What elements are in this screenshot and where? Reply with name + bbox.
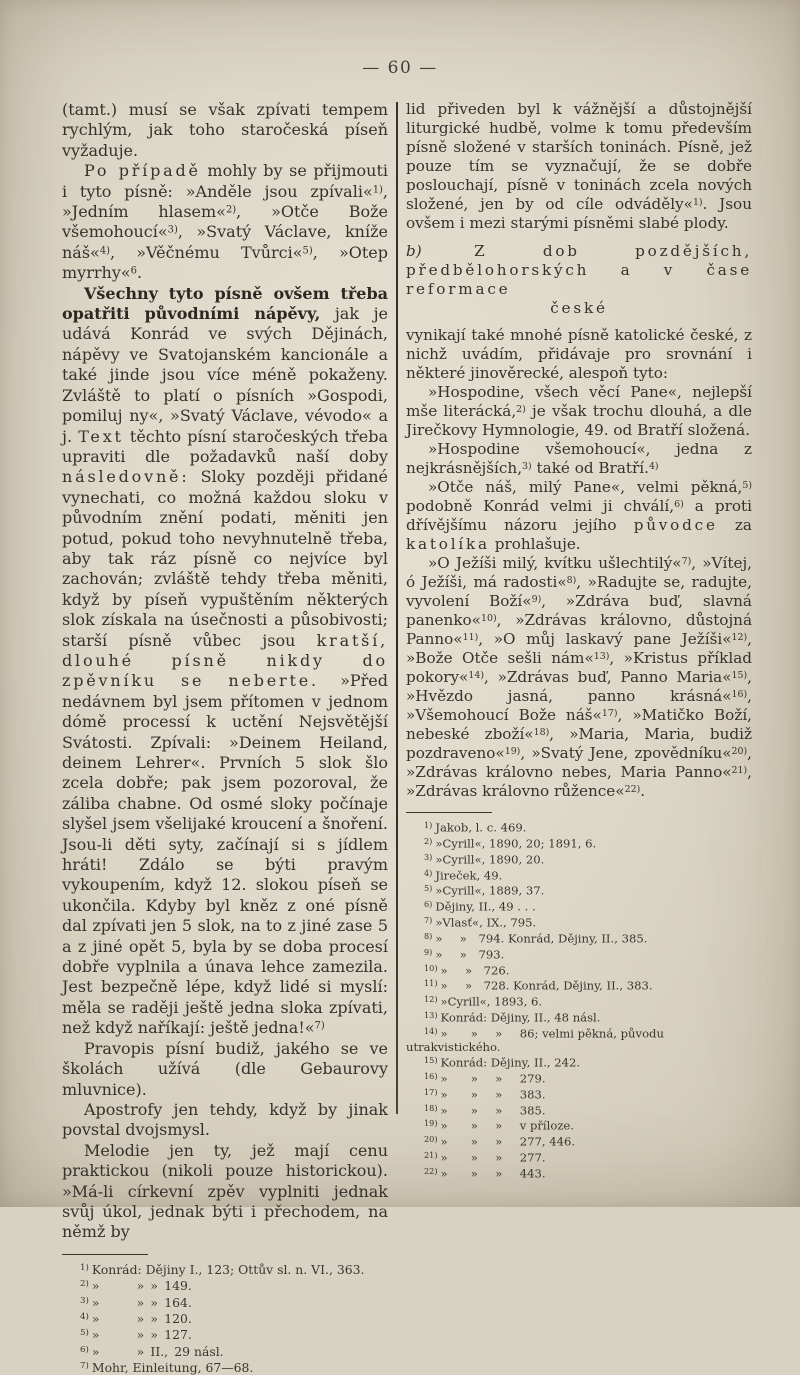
footnote-text: » » » 164. [91,1294,192,1310]
footnote-marker: 16) [424,1070,438,1081]
footnote-text: Konrád: Dějiny, II., 242. [440,1055,581,1070]
footnote-text: Konrád: Dějiny, II., 48 násl. [440,1010,601,1025]
footnote [406,977,752,993]
footnote-reference: 1) [692,196,703,208]
footnote-marker: 4) [80,1311,89,1322]
footnote-reference: 14) [468,669,484,681]
footnote [406,1149,752,1165]
footnote-marker: 14) [424,1025,438,1036]
footnote [406,1086,752,1102]
text-segment: lid přiveden byl k vážnější a důstojnější liturgické hudbě, volme k tomu především písně složené v starších toninách. Písně, jež pouze tím se vyznačují, že se dobře poslouchají, písně v toninách zcela nových složené, jen by od cíle odváděly« [406,100,752,213]
footnote [406,1054,752,1070]
footnote-reference: 17) [601,707,618,719]
paragraph [406,326,752,383]
footnote [406,1009,752,1025]
footnote-reference: 6 [130,265,137,277]
footnote [62,1326,388,1342]
footnote [406,946,752,962]
footnote-reference: 5) [742,479,752,491]
footnote [406,1025,752,1054]
footnote-reference: 10) [480,612,497,624]
footnote-marker: 7) [424,915,433,926]
footnote [62,1310,388,1326]
text-segment: »Otče náš, milý Pane«, velmi pěkná, [428,478,743,496]
text-segment: kratší, dlouhé písně nikdy do zpěvníku se neberte. [62,630,388,691]
text-segment: , »Svatý Václave, kníže náš« [62,222,388,262]
page-number: — 60 — [362,58,438,78]
footnote-marker: 2) [80,1279,89,1290]
footnote-reference: 4) [99,245,111,257]
footnote [62,1343,388,1359]
footnote [406,993,752,1009]
text-segment: katolíka [406,535,490,553]
footnote [406,930,752,946]
footnote-reference: 5) [302,245,313,257]
paragraph [62,161,388,283]
footnote [62,1261,388,1277]
text-segment: je však trochu dlouhá, a dle Jirečkovy Hymnologie, 49. od Bratří složená. [406,402,752,439]
footnote [406,835,752,851]
footnote-reference: 3) [522,460,532,472]
text-segment: , »Vítej, ó Ježíši, má radosti« [406,554,752,591]
footnote-separator [406,812,492,813]
text-columns [62,100,752,1375]
footnote-marker: 12) [424,994,438,1005]
text-segment: , »Zdráva buď, slavná panenko« [406,592,752,629]
footnote-marker: 5) [424,883,433,894]
text-segment: , »Maria, Maria, budiž pozdraveno« [406,725,753,762]
footnote-marker: 4) [424,867,433,878]
footnote-text: » » » 127. [91,1327,192,1343]
text-segment: »Hospodine, všech věcí Pane«, nejlepší mše literácká, [406,383,752,420]
footnote-marker: 21) [424,1150,438,1161]
footnote-reference: 21) [731,764,748,776]
footnote-marker: 8) [424,930,433,941]
paragraph [62,1141,388,1243]
footnote-text: Konrád: Dějiny I., 123; Ottův sl. n. VI., 363. [91,1261,365,1277]
footnote-marker: 2) [424,835,433,846]
footnote-marker: 6) [80,1344,89,1355]
text-segment: za [717,516,752,534]
text-segment: české [550,299,608,317]
footnote-marker: 18) [424,1102,438,1113]
footnote-text: » » II., 29 násl. [91,1343,224,1359]
footnote-reference: 18) [533,726,550,738]
paragraph [62,1039,388,1100]
footnote-marker: 9) [424,946,433,957]
text-segment: , »Kristus příklad pokory« [406,649,753,686]
text-segment: Po případě [84,161,201,181]
text-segment: , »Zdrávas královno nebes, Maria Panno« [406,744,752,781]
footnote-text: »Cyrill«, 1893, 6. [440,994,543,1009]
paragraph [406,440,752,478]
paragraph [406,100,752,233]
footnote [406,882,752,898]
footnote-reference: 15) [731,669,748,681]
footnote-reference: 6) [674,498,684,510]
footnote-marker: 22) [424,1165,438,1176]
text-segment: »Hospodine všemohoucí«, jedna z nejkrásnějších, [406,440,752,477]
paragraph [62,1100,388,1141]
text-segment: a proti dřívějšímu názoru jejího [406,497,752,534]
footnote [406,1133,752,1149]
text-segment: »Před nedávnem byl jsem přítomen v jednom dómě processí k uctění Nejsvětější Svátosti. Zpívali: »Deinem Heiland, deinem Lehrer«. Prvních 5 slok šlo zcela dobře; pak jsem pozoroval, že záliba chabne. Od osmé sloky počínaje slyšel jsem všelijaké kroucení a šnoření. Jsou-li děti syty, začínají si s jídlem hráti! Zdálo se býti pravým vykoupením, když 12. slokou píseň se ukončila. Kdyby byl kněz z oné písně dal zpívati jen 5 slok, na to z jiné zase 5 a z jiné opět 5, byla by se doba procesí dobře vyplnila a únava lehce zamezila. Jest bezpečně lépe, když lidé si myslí: měla se raději ještě jedna sloka zpívati, než když naříkají: ještě jedna!« [62,671,388,1038]
footnote-reference: 22) [624,783,641,795]
text-segment: mohly by se přijmouti i tyto písně: »Anděle jsou zpívali« [62,161,388,201]
footnote [406,1102,752,1118]
text-segment: , »Jedním hlasem« [62,181,388,222]
text-segment: »O Ježíši milý, kvítku ušlechtilý« [428,554,682,572]
footnote-marker: 11) [424,978,438,989]
footnote-reference: 16) [731,688,748,700]
footnote-reference: 7) [314,1020,325,1032]
footnote [406,819,752,835]
text-segment: , »Svatý Jene, zpovědníku« [520,744,732,762]
text-segment: , »Věčnému Tvůrci« [110,242,303,262]
footnote-marker: 17) [424,1086,438,1097]
text-segment: Sloky později přidané vynechati, co možná každou sloku v původním znění podati, měniti jen potud, pokud toho nevyhnutelně třeba, aby tak ráz písně co nejvíce byl zachován; zvláště tehdy třeba měniti, když by píseň vypuštěním některých slok získala na úsečnosti a působivosti; starší písně vůbec jsou [62,467,388,650]
footnote-text: » » 728. Konrád, Dějiny, II., 383. [440,979,653,994]
footnote [406,1070,752,1086]
footnote-text: »Cyrill«, 1890, 20. [435,852,545,867]
text-segment: těchto písní staročeských třeba upraviti dle požadavků naší doby [62,426,388,466]
footnote-marker: 5) [80,1328,89,1339]
footnote [406,1117,752,1133]
footnote-text: » » » 149. [91,1278,192,1294]
footnote-marker: 6) [424,899,433,910]
footnote-reference: 4) [648,460,659,472]
footnote-text: » » 793. [435,947,505,962]
section-heading [406,242,752,299]
footnote [406,867,752,883]
footnote [406,898,752,914]
footnote-marker: 3) [80,1295,89,1306]
footnote-marker: 19) [424,1118,438,1129]
paragraph [406,554,752,801]
text-segment: , »Zdrávas buď, Panno Maria« [484,668,732,686]
text-segment: , »Radujte se, radujte, vyvolení Boží« [406,573,752,610]
footnote-text: » » » 277. [440,1150,546,1165]
text-segment: Melodie jen ty, jež mají cenu praktickou (nikoli pouze historickou). »Má-li církevní zpěv vyplniti jednak svůj úkol, jednak býti i přechodem, na němž by [62,1140,388,1242]
text-segment: původce [633,516,718,534]
footnote-text: » » » v příloze. [440,1119,574,1134]
footnote-text: » » » 279. [440,1071,546,1086]
footnote-marker: 3) [424,851,433,862]
footnote-text: Jakob, l. c. 469. [435,820,527,835]
right-column [406,100,752,1181]
footnote [406,851,752,867]
left-column [62,100,388,1375]
text-segment: , »Všemohoucí Bože náš« [406,687,752,724]
footnote-reference: 12) [731,631,748,643]
text-segment: jak je udává Konrád ve svých Dějinách, nápěvy ve Svatojanském kancionále a také jinde jsou více méně pokaženy. Zvláště to platí o písních »Gospodi, pomiluj ny«, »Svatý Václave, vévodo« a j. [62,304,388,446]
footnote-reference: 13) [593,650,610,662]
footnote-text: »Cyrill«, 1890, 20; 1891, 6. [435,836,597,851]
footnote-text: » » 726. [440,963,510,978]
footnote [62,1294,388,1310]
text-segment: prohlašuje. [489,535,581,553]
text-segment: Z dob pozdějších, předbělohorských a v čase reformace [406,242,752,298]
footnote [406,914,752,930]
text-segment: , »Zdrávas královno růžence« [406,763,752,800]
footnote-text: » » » 277, 446. [440,1134,576,1149]
footnote-separator [62,1254,148,1255]
footnote [62,1277,388,1293]
paragraph [406,478,752,554]
text-segment: , »Otep myrrhy« [62,242,389,283]
footnote-text: » » » 385. [440,1103,546,1118]
footnote-reference: 3) [167,224,178,236]
footnote-text: » » » 86; velmi pěkná, původu utrakvistického. [406,1026,668,1054]
footnote-text: » » » 120. [91,1310,192,1326]
text-segment: , »Matičko Boží, nebeské zboží« [406,706,753,743]
footnote-reference: 1) [372,184,383,196]
footnote-reference: 19) [504,745,521,757]
text-segment: také od Bratří. [531,459,649,477]
footnote-marker: 20) [424,1134,438,1145]
text-segment: , »Otče Bože všemohoucí« [62,202,388,242]
text-segment: Pravopis písní budiž, jakého se ve školách užívá (dle Gebaurovy mluvnice). [62,1038,388,1099]
paragraph [406,383,752,440]
footnote-text: Jireček, 49. [435,868,503,883]
footnote-marker: 13) [424,1010,438,1021]
column-divider-rule [396,102,398,1114]
text-segment: . Jsou ovšem i mezi starými písněmi slabé plody. [406,195,752,232]
text-segment: . [136,263,143,283]
footnote [406,962,752,978]
footnote-text: » » » 383. [440,1087,546,1102]
text-segment: , »Bože Otče sešli nám« [406,630,752,667]
footnote-marker: 7) [80,1361,89,1372]
paragraph [62,100,388,161]
footnote-marker: 15) [424,1055,438,1066]
text-segment: . [640,782,646,800]
text-segment: následovně: [62,467,190,487]
footnote-reference: 7) [681,555,692,567]
footnote-marker: 1) [80,1262,89,1273]
text-segment: Apostrofy jen tehdy, když by jinak povstal dvojsmysl. [62,1099,388,1140]
text-segment: podobně Konrád velmi ji chválí, [406,497,675,515]
footnote-reference: 2) [225,204,237,216]
footnote-marker: 1) [424,820,433,830]
footnote-reference: 20) [731,745,748,757]
section-heading [406,299,752,318]
text-segment: , »O můj laskavý pane Ježíši« [478,630,732,648]
footnote-text: » » » 443. [440,1166,546,1181]
text-segment: , »Hvězdo jasná, panno krásná« [406,668,752,705]
text-segment: , »Zdrávas královno, důstojná Panno« [406,611,752,648]
text-segment: (tamt.) musí se však zpívati tempem rychlým, jak toho staročeská píseň vyžaduje. [62,100,388,160]
footnote-reference: 11) [462,631,479,643]
footnote-text: Mohr, Einleitung, 67—68. [91,1359,254,1375]
footnote [406,1165,752,1181]
footnote-reference: 9) [531,593,542,605]
footnote-reference: 8) [566,574,577,586]
text-segment: vynikají také mnohé písně katolické české, z nichž uvádím, přidávaje pro srovnání i některé jinověrecké, alespoň tyto: [406,326,752,382]
footnote-text: »Vlasť«, IX., 795. [435,915,537,930]
text-segment: Všechny tyto písně ovšem třeba opatřiti původními nápěvy, [62,283,388,324]
text-segment: b) [406,242,475,260]
footnote-marker: 10) [424,962,438,973]
footnote-text: Dějiny, II., 49 . . . [435,899,536,914]
footnote-text: » » 794. Konrád, Dějiny, II., 385. [435,931,648,946]
paragraph [62,284,388,1039]
footnote-text: »Cyrill«, 1889, 37. [435,884,545,899]
footnote-reference: 2) [516,403,526,415]
text-segment: Text [78,426,124,446]
footnote [62,1359,388,1375]
